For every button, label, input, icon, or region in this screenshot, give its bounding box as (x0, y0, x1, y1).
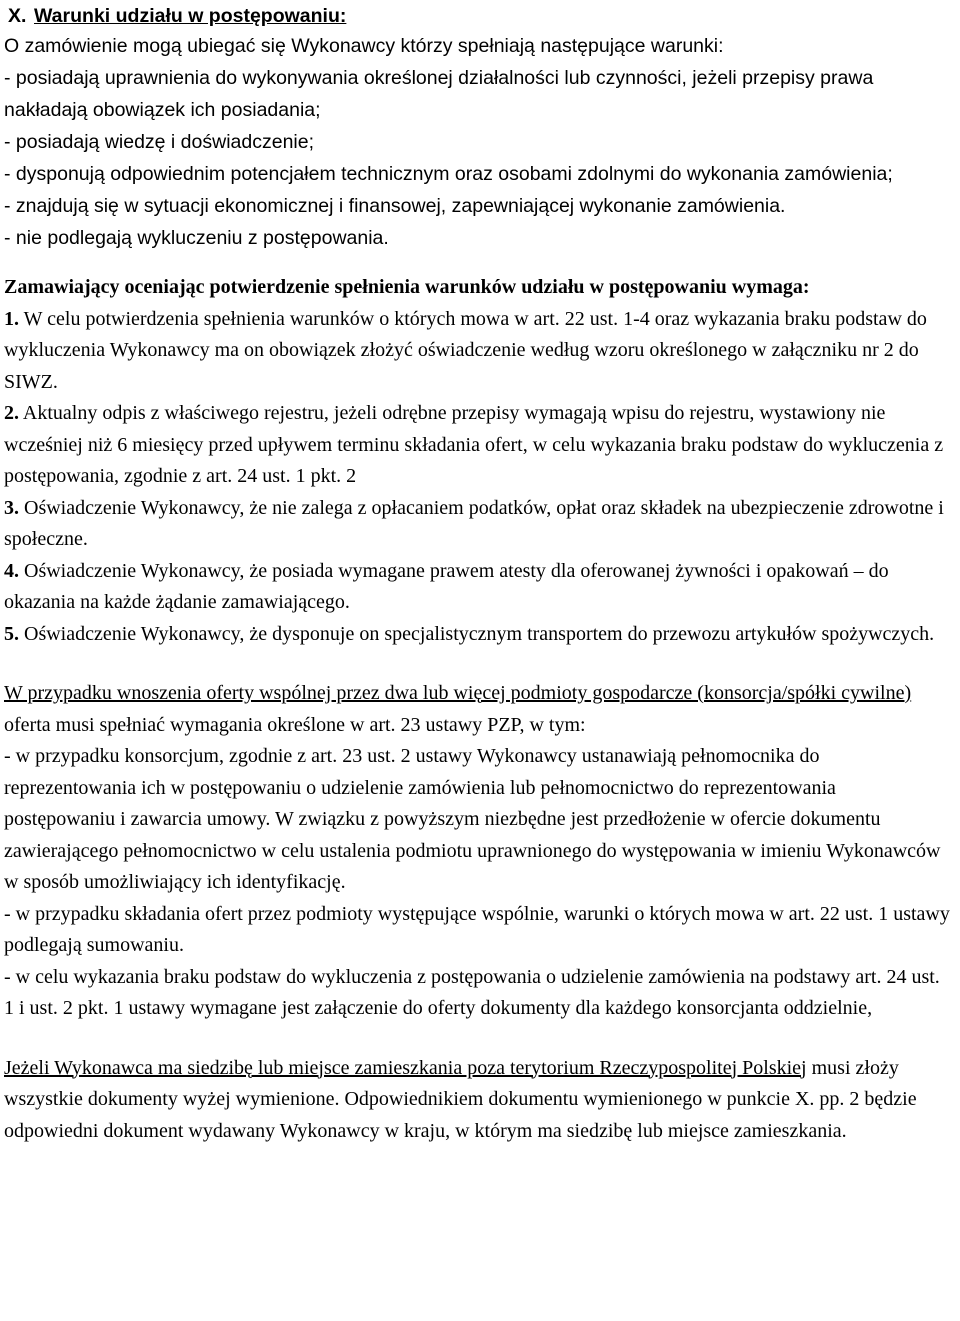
condition-item: - znajdują się w sytuacji ekonomicznej i finansowej, zapewniającej wykonanie zamówienia. (4, 195, 786, 217)
foreign-block (4, 1053, 950, 1148)
conditions-block (4, 30, 950, 254)
requirement-text: Oświadczenie Wykonawcy, że posiada wymagane prawem atesty dla oferowanej żywności i opakowań – do okazania na każde żądanie zamawiającego. (4, 559, 889, 613)
consortium-lead-rest: oferta musi spełniać wymagania określone w art. 23 ustawy PZP, w tym: (4, 713, 586, 736)
requirement-item (4, 493, 950, 556)
consortium-item: - w przypadku składania ofert przez podmioty występujące wspólnie, warunki o których mowa w art. 22 ust. 1 ustawy podlegają sumowaniu. (4, 902, 950, 956)
condition-item: - dysponują odpowiednim potencjałem technicznym oraz osobami zdolnymi do wykonania zamówienia; (4, 163, 893, 185)
condition-item: - posiadają uprawnienia do wykonywania określonej działalności lub czynności, jeżeli przepisy prawa nakładają obowiązek ich posiadania; (4, 67, 874, 121)
consortium-lead (4, 678, 950, 741)
foreign-body: wszystkie dokumenty wyżej wymienione. Odpowiednikiem dokumentu wymienionego w punkcie X. pp. 2 będzie odpowiedni dokument wydawany Wykonawcy w kraju, w którym ma siedzibę lub miejsce zamieszkania. (4, 1088, 917, 1142)
foreign-lead-underlined: Jeżeli Wykonawca ma siedzibę lub miejsce zamieszkania poza terytorium Rzeczypospolitej Polskiej (4, 1056, 807, 1079)
condition-item: - nie podlegają wykluczeniu z postępowania. (4, 227, 389, 249)
consortium-item: - w celu wykazania braku podstaw do wykluczenia z postępowania o udzielenie zamówienia na podstawy art. 24 ust. 1 i ust. 2 pkt. 1 ustawy wymagane jest załączenie do oferty dokumenty dla każdego konsorcjanta oddzielnie, (4, 965, 940, 1019)
requirements-heading: Zamawiający oceniając potwierdzenie spełnienia warunków udziału w postępowaniu wymaga: (4, 276, 810, 298)
section-heading (8, 2, 950, 30)
requirement-item (4, 556, 950, 619)
requirement-number: 2. (4, 402, 19, 424)
requirement-item (4, 304, 950, 399)
section-number: X. (8, 5, 27, 27)
requirement-item (4, 398, 950, 493)
requirement-number: 3. (4, 496, 19, 519)
requirements-block (4, 272, 950, 650)
requirement-number: 5. (4, 622, 19, 645)
condition-item: - posiadają wiedzę i doświadczenie; (4, 131, 315, 153)
requirement-text: Oświadczenie Wykonawcy, że nie zalega z opłacaniem podatków, opłat oraz składek na ubezpieczenie zdrowotne i społeczne. (4, 496, 944, 550)
foreign-lead-rest: musi złoży (806, 1056, 899, 1079)
requirement-number: 4. (4, 559, 19, 582)
consortium-item: - w przypadku konsorcjum, zgodnie z art. 23 ust. 2 ustawy Wykonawcy ustanawiają pełnomocnika do reprezentowania ich w postępowaniu o udzielenie zamówienia lub pełnomocnictwo do reprezentowania postępowaniu i zawarcia umowy. W związku z powyższym niezbędne jest przedłożenie w ofercie dokumentu zawierającego pełnomocnictwo w celu ustalenia podmiotu uprawnionego do występowania w imieniu Wykonawców w sposób umożliwiający ich identyfikację. (4, 745, 941, 893)
requirement-number: 1. (4, 307, 19, 330)
consortium-lead-underlined: W przypadku wnoszenia oferty wspólnej przez dwa lub więcej podmioty gospodarcze (konsorcja/spółki cywilne) (4, 682, 912, 704)
consortium-block (4, 678, 950, 1025)
foreign-lead (4, 1053, 950, 1085)
requirement-item (4, 619, 950, 651)
conditions-intro: O zamówienie mogą ubiegać się Wykonawcy którzy spełniają następujące warunki: (4, 35, 724, 57)
requirement-text: Aktualny odpis z właściwego rejestru, jeżeli odrębne przepisy wymagają wpisu do rejestru, wystawiony nie wcześniej niż 6 miesięcy przed upływem terminu składania ofert, w celu wykazania braku podstaw do wykluczenia z postępowania, zgodnie z art. 24 ust. 1 pkt. 2 (4, 402, 944, 487)
requirement-text: Oświadczenie Wykonawcy, że dysponuje on specjalistycznym transportem do przewozu artykułów spożywczych. (19, 622, 935, 645)
requirement-text: W celu potwierdzenia spełnienia warunków o których mowa w art. 22 ust. 1-4 oraz wykazania braku podstaw do wykluczenia Wykonawcy ma on obowiązek złożyć oświadczenie według wzoru określonego w załączniku nr 2 do SIWZ. (4, 307, 927, 393)
section-title: Warunki udziału w postępowaniu: (34, 5, 347, 27)
